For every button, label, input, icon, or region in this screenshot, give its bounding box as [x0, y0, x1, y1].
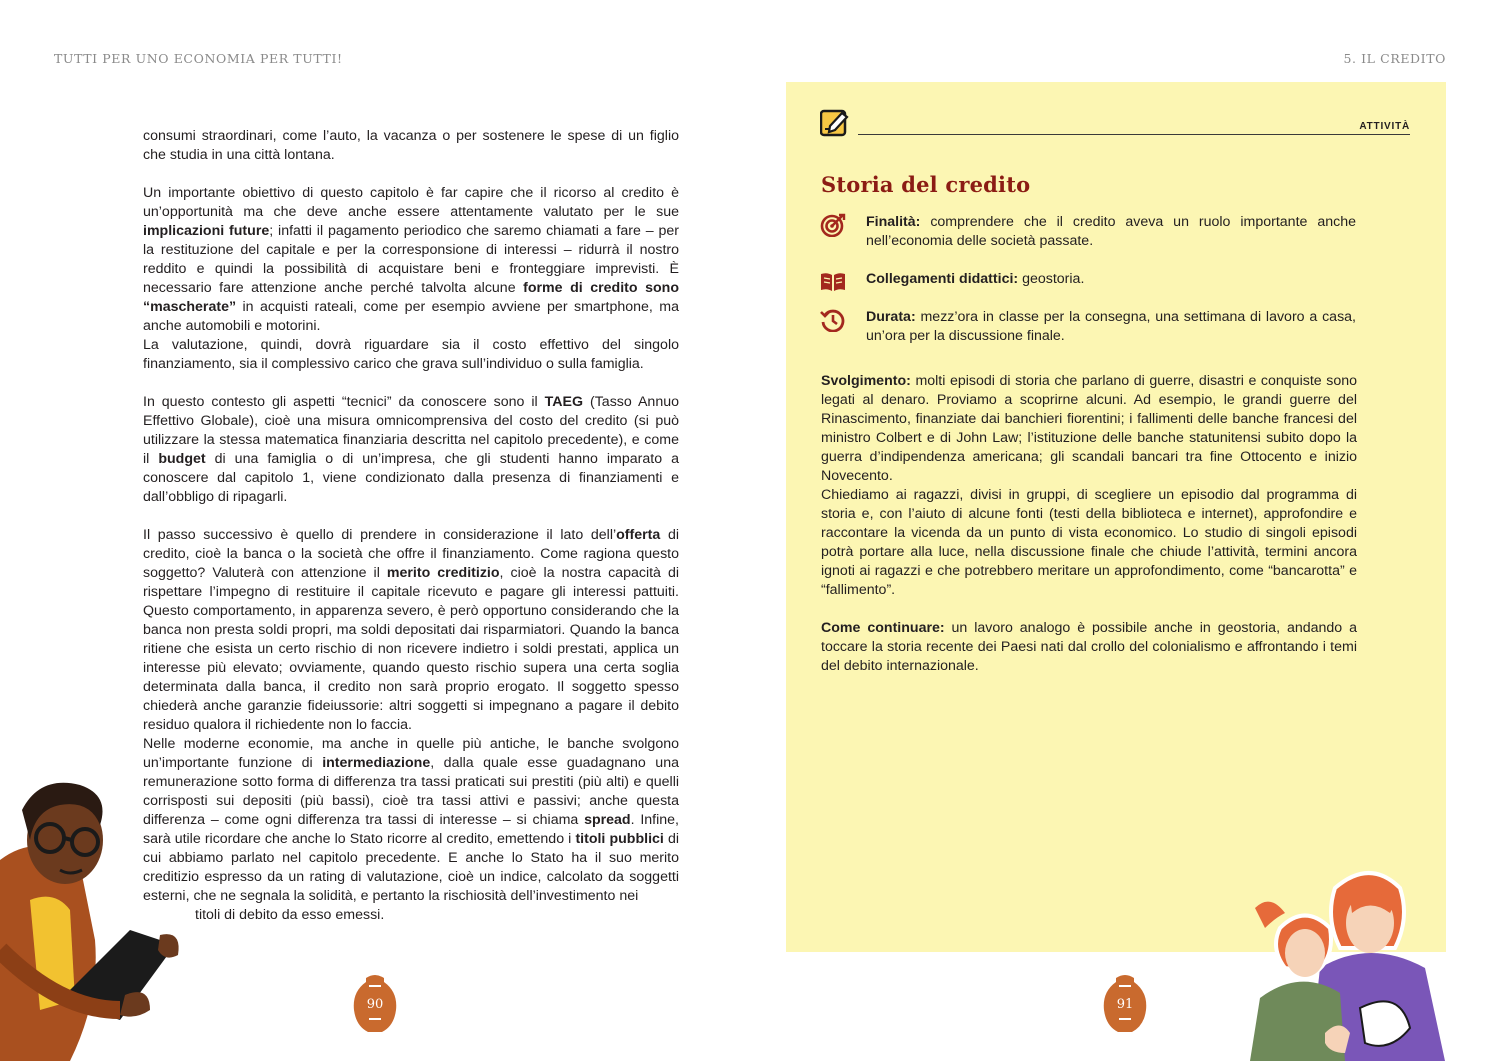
- paragraph: consumi straordinari, come l’auto, la vacanza o per sostenere le spese di un figlio che studia in una città lontana.: [143, 128, 679, 163]
- edit-icon: [820, 107, 850, 137]
- paragraph: In questo contesto gli aspetti “tecnici” da conoscere sono il TAEG (Tasso Annuo Effettivo Globale), cioè una misura omnicomprensiva del costo del credito (si può utilizzare la stessa matematica finanziaria descritta nel capitolo precedente), e come il budget di una famiglia o di un’impresa, che gli studenti hanno imparato a conoscere dal capitolo 1, viene condizionato dalla presenza di finanziamenti e dall’obbligo di ripagarli.: [143, 394, 679, 505]
- activity-label: ATTIVITÀ: [1359, 121, 1410, 132]
- page-number-text: 91: [1116, 997, 1134, 1012]
- clock-icon: [820, 308, 846, 332]
- svolgimento-paragraph: Svolgimento: molti episodi di storia che parlano di guerre, disastri e conquiste sono legati al denaro. Proviamo a scoprirne alcuni. Ad esempio, le grandi guerre del Rinascimento, finanziate dai banchieri fiorentini; i fallimenti delle banche francesi del ministro Colbert e di John Law; l’istituzione delle banche statunitensi subito dopo la guerra d’indipendenza americana; gli scandali bancari tra fine Ottocento e inizio Novecento.: [821, 373, 1357, 484]
- book-icon: [820, 270, 846, 294]
- durata-text: Durata: mezz’ora in classe per la consegna, una settimana di lavoro a casa, un’ora per la discussione finale.: [866, 309, 1356, 344]
- student-with-tablet-illustration: [0, 770, 190, 1061]
- page-number-right: [1102, 972, 1148, 1034]
- paragraph-end: titoli di debito da esso emessi.: [195, 907, 385, 923]
- left-page-body: [143, 127, 679, 925]
- paragraph: Un importante obiettivo di questo capitolo è far capire che il ricorso al credito è un’opportunità ma che deve anche essere attentamente valutato per le sue implicazioni future; infatti il pagamento periodico che saremo chiamati a fare – per la restituzione del capitale e per la corresponsione di interessi – ridurrà il nostro reddito e quindi la possibilità di acquistare beni e fronteggiare imprevisti. È necessario fare attenzione anche perché talvolta alcune forme di credito sono “mascherate” in acquisti rateali, come per esempio avviene per smartphone, ma anche automobili e motorini.: [143, 185, 680, 334]
- finalita-text: Finalità: comprendere che il credito aveva un ruolo importante anche nell’economia delle società passate.: [866, 214, 1356, 249]
- paragraph: La valutazione, quindi, dovrà riguardare sia il costo effettivo del singolo finanziamento, sia il complessivo carico che grava sull’individuo o sulla famiglia.: [143, 337, 679, 372]
- page-number-left: [352, 972, 398, 1034]
- paragraph: Nelle moderne economie, ma anche in quelle più antiche, le banche svolgono un’importante funzione di intermediazione, dalla quale esse guadagnano una remunerazione sotto forma di differenza tra tassi praticati sui prestiti (più alti) e quelli corrisposti sui depositi (più bassi), cioè tra tassi attivi e passivi; anche questa differenza – come ogni differenza tra tassi di interesse – si chiama spread. Infine, sarà utile ricordare che anche lo Stato ricorre al credito, emettendo i titoli pubblici di cui abbiamo parlato nel capitolo precedente. E anche lo Stato ha il suo merito creditizio espresso da un rating di valutazione, cioè un indice, calcolato da soggetti esterni, che ne segnala la solidità, e pertanto la rischiosità dell’investimento nei: [143, 736, 679, 904]
- collegamenti-text: Collegamenti didattici: geostoria.: [866, 271, 1085, 287]
- activity-body: [821, 372, 1357, 676]
- activity-title: Storia del credito: [821, 172, 1031, 197]
- running-header-left: TUTTI PER UNO ECONOMIA PER TUTTI!: [54, 51, 343, 66]
- svolgimento-paragraph-2: Chiediamo ai ragazzi, divisi in gruppi, di scegliere un episodio dal programma di storia e, con l’aiuto di alcune fonti (testi della biblioteca e internet), approfondire e raccontare la vicenda da un punto di vista economico. Lo studio di singoli episodi potrà portare alla luce, nella discussione finale che chiude l’attività, termini ancora ignoti ai ragazzi e che potrebbero meritare un approfondimento, come “bancarotta” e “fallimento”.: [821, 487, 1357, 598]
- two-students-illustration: [1240, 858, 1450, 1061]
- page-number-text: 90: [366, 997, 384, 1012]
- paragraph: Il passo successivo è quello di prendere in considerazione il lato dell’offerta di credito, cioè la banca o la società che offre il finanziamento. Come ragiona questo soggetto? Valuterà con attenzione il merito creditizio, cioè la nostra capacità di rispettare l’impegno di restituire il capitale ricevuto e pagare gli interessi pattuiti. Questo comportamento, in apparenza severo, è però opportuno considerando che la banca non presta soldi propri, ma soldi depositati dai risparmiatori. Quando la banca ritiene che esista un certo rischio di non ricevere indietro i soldi prestati, applica un interesse più elevato; ovviamente, quando questo rischio supera una certa soglia determinata dalla banca, il credito non sarà proprio erogato. Il soggetto spesso chiederà anche garanzie fideiussorie: altri soggetti si impegnano a pagare il debito residuo qualora il richiedente non lo faccia.: [143, 527, 680, 733]
- running-header-right: 5. IL CREDITO: [1343, 51, 1446, 66]
- activity-rule: [858, 134, 1410, 135]
- continuare-paragraph: Come continuare: un lavoro analogo è possibile anche in geostoria, andando a toccare la storia recente dei Paesi nati dal crollo del colonialismo e affrontando i temi del debito internazionale.: [821, 620, 1357, 674]
- target-icon: [820, 213, 846, 237]
